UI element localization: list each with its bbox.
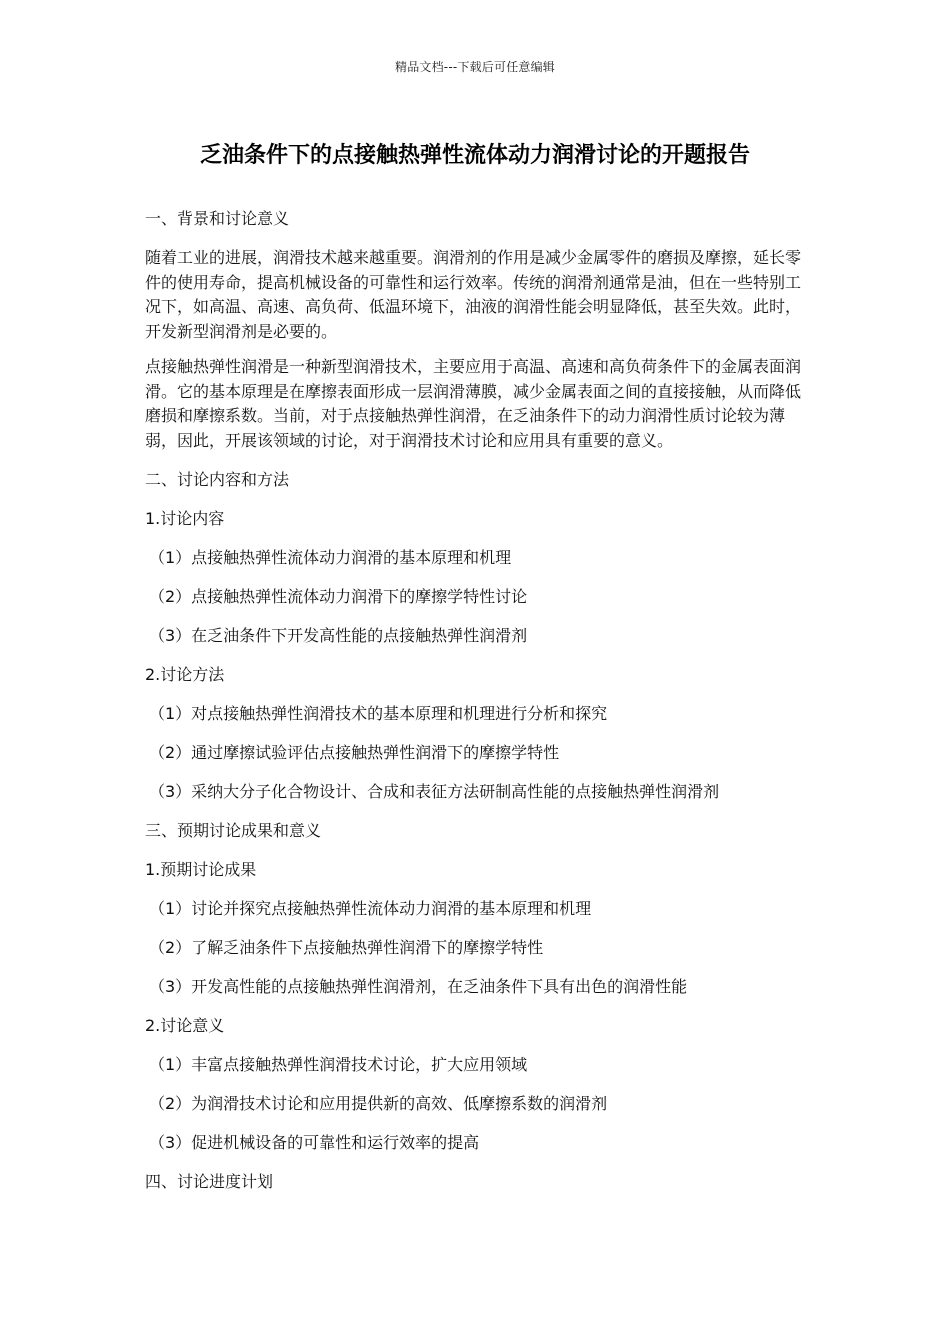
section-heading-content-method: 二、讨论内容和方法 [145, 470, 290, 489]
list-item: （1）点接触热弹性流体动力润滑的基本原理和机理 [149, 548, 512, 567]
section-heading-schedule: 四、讨论进度计划 [145, 1172, 274, 1191]
document-title: 乏油条件下的点接触热弹性流体动力润滑讨论的开题报告 [199, 143, 750, 168]
section-heading-background: 一、背景和讨论意义 [145, 209, 290, 228]
subheading-results: 1.预期讨论成果 [145, 860, 257, 879]
list-item: （3）采纳大分子化合物设计、合成和表征方法研制高性能的点接触热弹性润滑剂 [149, 782, 720, 801]
list-item: （3）促进机械设备的可靠性和运行效率的提高 [149, 1133, 480, 1152]
subheading-method: 2.讨论方法 [145, 665, 225, 684]
list-item: （2）通过摩擦试验评估点接触热弹性润滑下的摩擦学特性 [149, 743, 560, 762]
list-item: （2）点接触热弹性流体动力润滑下的摩擦学特性讨论 [149, 587, 528, 606]
subheading-content: 1.讨论内容 [145, 509, 225, 528]
section-heading-results: 三、预期讨论成果和意义 [145, 821, 322, 840]
list-item: （1）讨论并探究点接触热弹性流体动力润滑的基本原理和机理 [149, 899, 592, 918]
subheading-significance: 2.讨论意义 [145, 1016, 225, 1035]
document-body [145, 207, 810, 1209]
header-note: 精品文档---下载后可任意编辑 [395, 60, 555, 74]
list-item: （3）在乏油条件下开发高性能的点接触热弹性润滑剂 [149, 626, 528, 645]
paragraph-significance: 点接触热弹性润滑是一种新型润滑技术，主要应用于高温、高速和高负荷条件下的金属表面润滑。它的基本原理是在摩擦表面形成一层润滑薄膜，减少金属表面之间的直接接触，从而降低磨损和摩擦系数。当前，对于点接触热弹性润滑，在乏油条件下的动力润滑性质讨论较为薄弱，因此，开展该领域的讨论，对于润滑技术讨论和应用具有重要的意义。 [145, 357, 802, 450]
list-item: （1）对点接触热弹性润滑技术的基本原理和机理进行分析和探究 [149, 704, 608, 723]
list-item: （1）丰富点接触热弹性润滑技术讨论，扩大应用领域 [149, 1055, 528, 1074]
paragraph-background: 随着工业的进展，润滑技术越来越重要。润滑剂的作用是减少金属零件的磨损及摩擦，延长零件的使用寿命，提高机械设备的可靠性和运行效率。传统的润滑剂通常是油，但在一些特别工况下，如高温、高速、高负荷、低温环境下，油液的润滑性能会明显降低，甚至失效。此时，开发新型润滑剂是必要的。 [145, 248, 802, 341]
list-item: （2）了解乏油条件下点接触热弹性润滑下的摩擦学特性 [149, 938, 544, 957]
list-item: （2）为润滑技术讨论和应用提供新的高效、低摩擦系数的润滑剂 [149, 1094, 608, 1113]
list-item: （3）开发高性能的点接触热弹性润滑剂，在乏油条件下具有出色的润滑性能 [149, 977, 688, 996]
